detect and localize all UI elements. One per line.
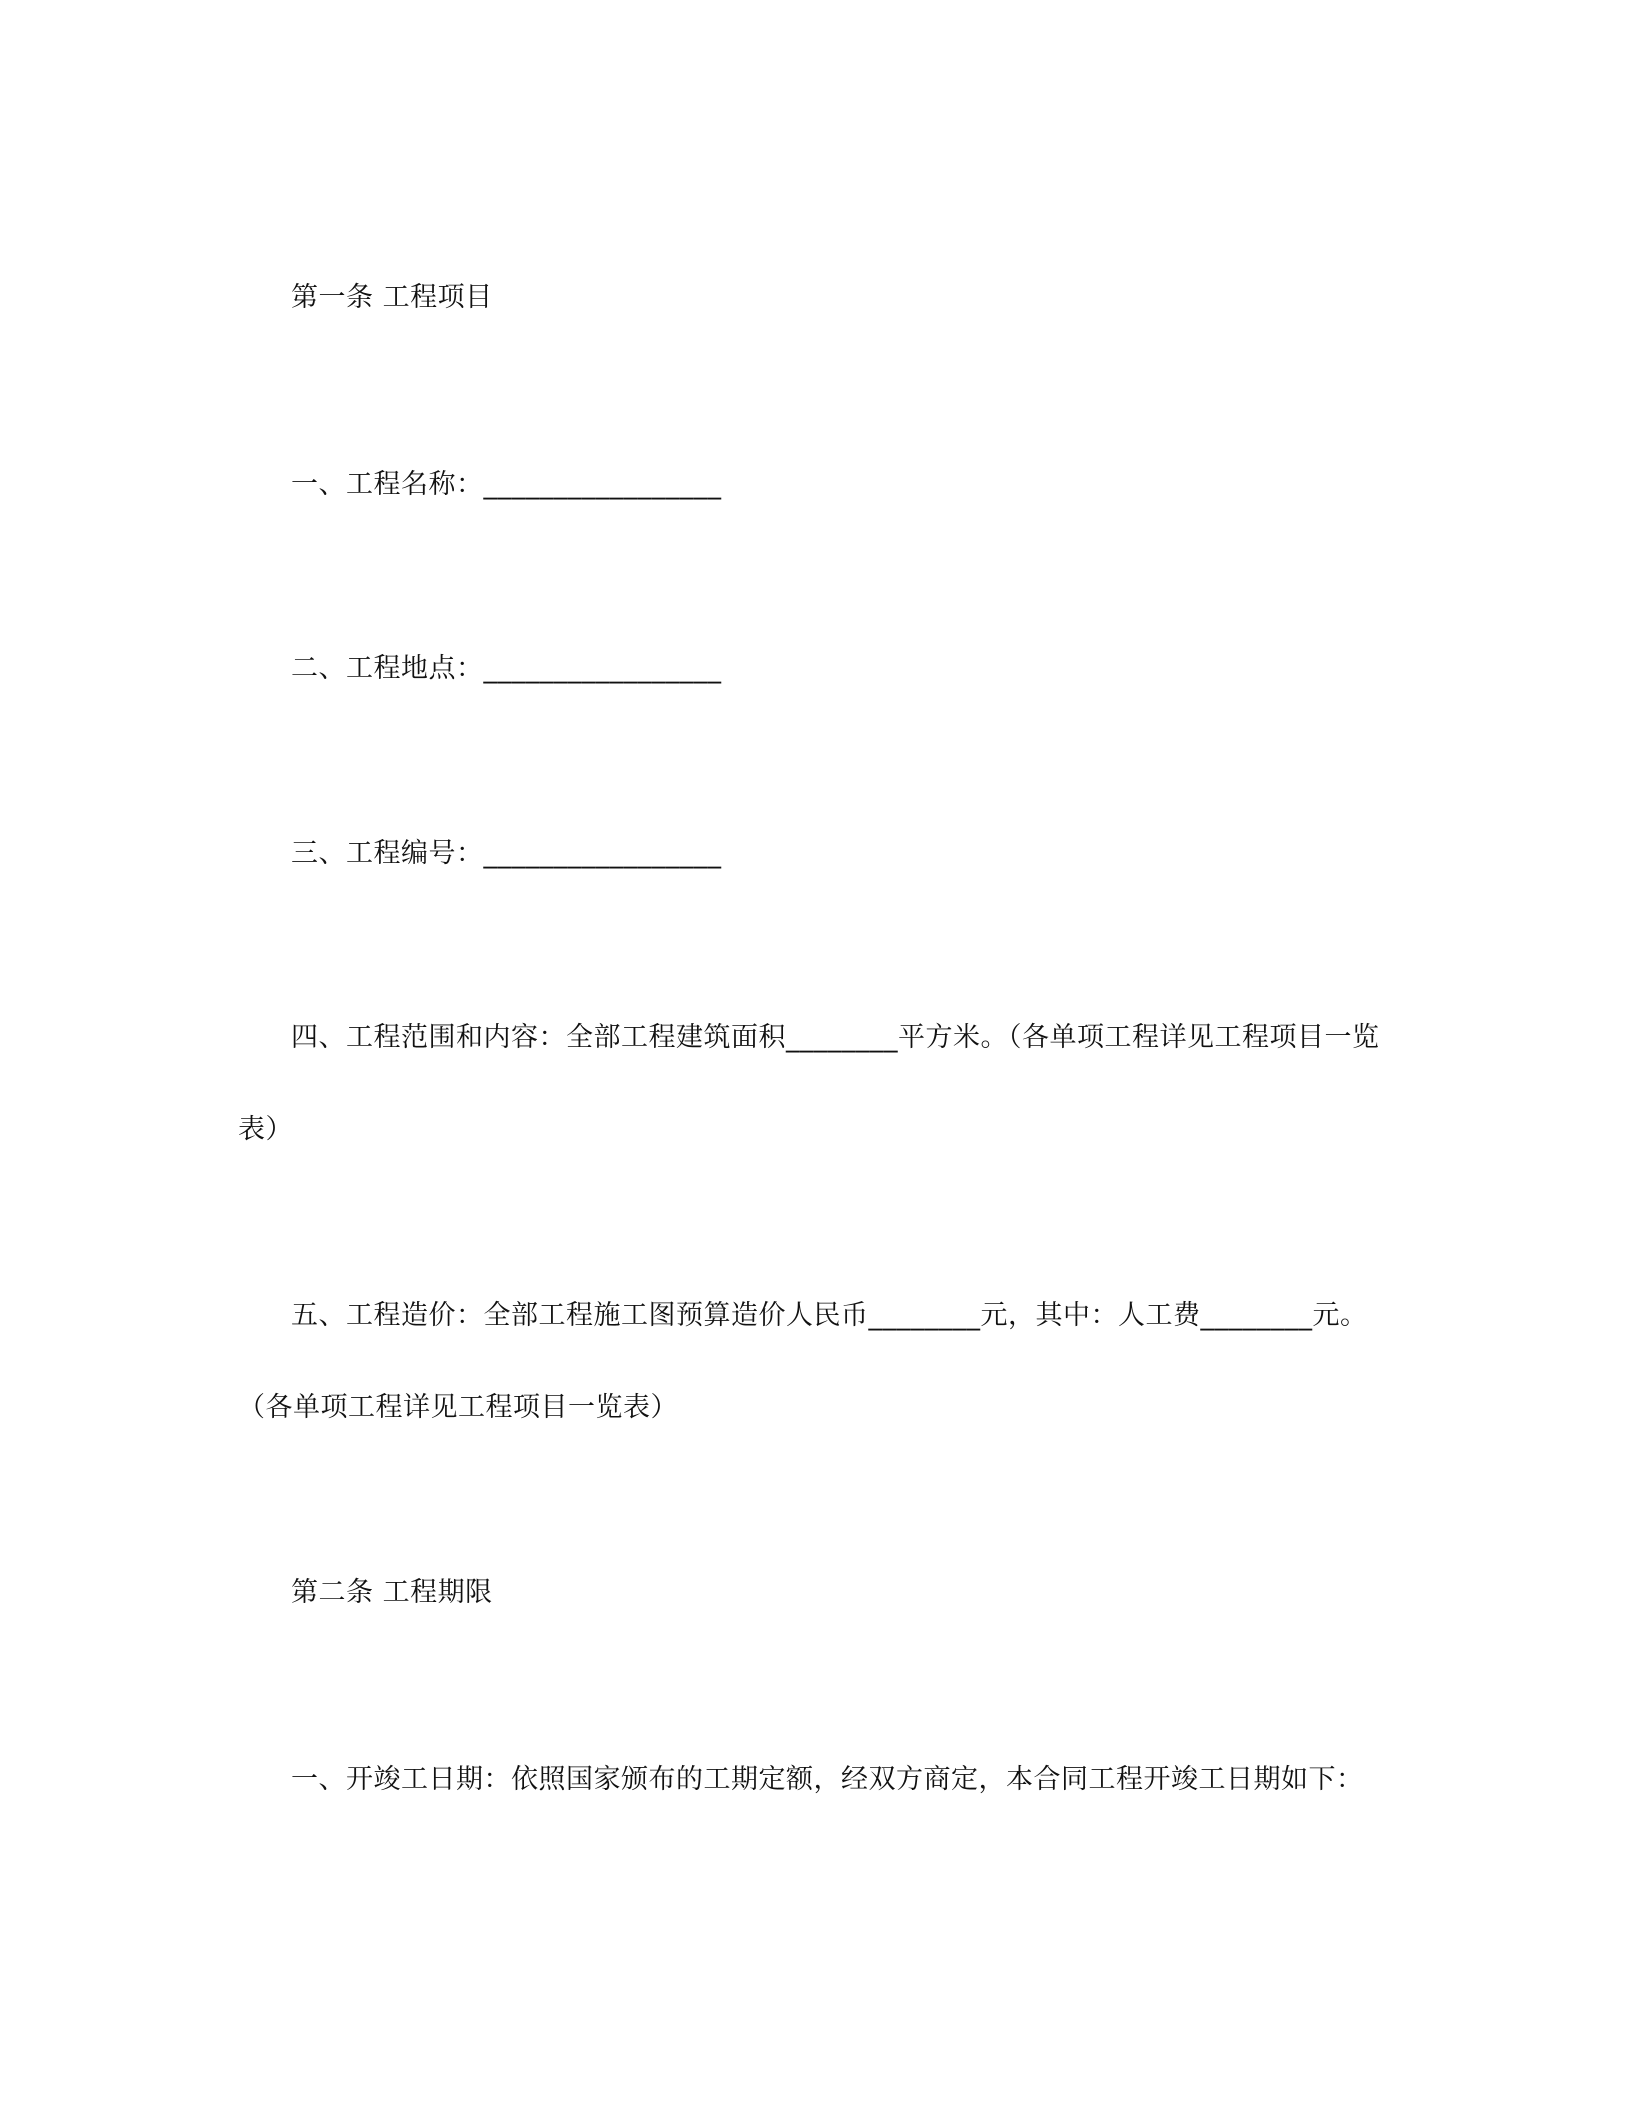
- project-cost-line-1: 五、工程造价：全部工程施工图预算造价人民币________元，其中：人工费________元。: [291, 1300, 1368, 1331]
- article-1-heading: 第一条 工程项目: [291, 282, 493, 313]
- project-number-field: 三、工程编号：_________________: [291, 838, 722, 869]
- start-completion-date-line: 一、开竣工日期：依照国家颁布的工期定额，经双方商定，本合同工程开竣工日期如下：: [291, 1764, 1364, 1795]
- project-cost-line-2: （各单项工程详见工程项目一览表）: [238, 1392, 678, 1423]
- project-name-field: 一、工程名称：_________________: [291, 469, 722, 500]
- project-location-field: 二、工程地点：_________________: [291, 653, 722, 684]
- article-2-heading: 第二条 工程期限: [291, 1577, 493, 1608]
- project-scope-line-2: 表）: [238, 1114, 293, 1145]
- project-scope-line-1: 四、工程范围和内容：全部工程建筑面积________平方米。（各单项工程详见工程项目一览: [291, 1022, 1380, 1053]
